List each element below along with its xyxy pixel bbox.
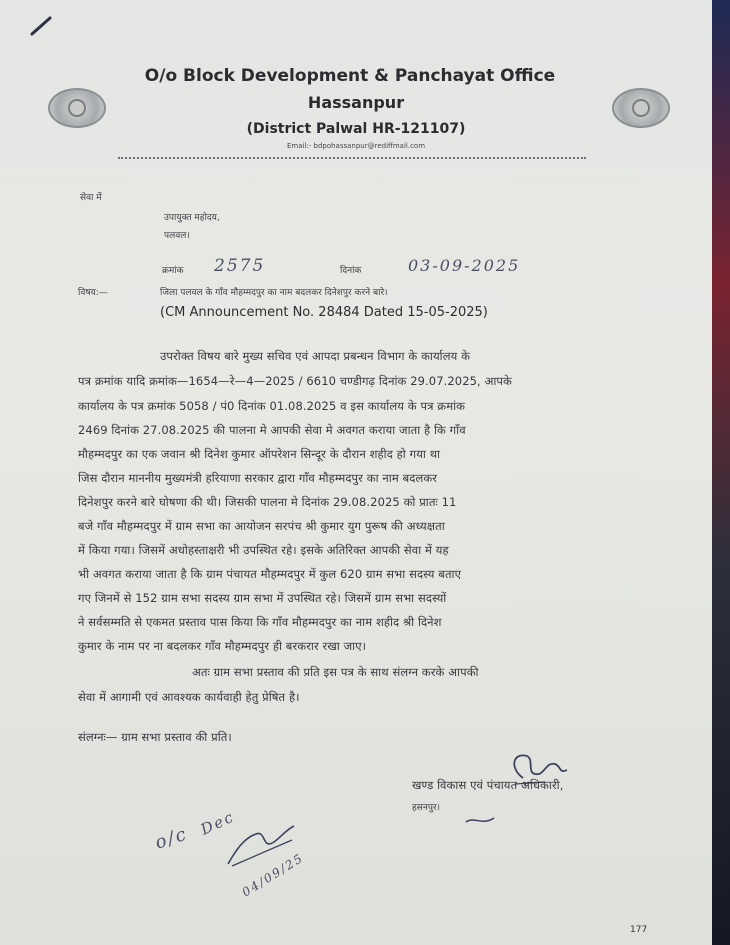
salutation: सेवा में — [80, 193, 102, 203]
subject-label: विषय:— — [78, 288, 108, 298]
body-line: दिनेशपुर करने बारे घोषणा की थी। जिसकी पालना मे दिनांक 29.08.2025 को प्रातः 11 — [78, 495, 457, 509]
background-edge — [712, 0, 730, 945]
annotation-dec: Dec — [197, 807, 238, 839]
body-line: पत्र क्रमांक यादि क्रमांक—1654—रे—4—2025 / 6610 चण्डीगढ़ दिनांक 29.07.2025, आपके — [78, 374, 512, 388]
subject-announcement: (CM Announcement No. 28484 Dated 15-05-2025) — [160, 305, 488, 320]
addressee-line2: पलवल। — [164, 231, 190, 241]
body-line: मौहम्मदपुर का एक जवान श्री दिनेश कुमार ऑपरेशन सिन्दूर के दौरान शहीद हो गया था — [78, 447, 441, 461]
body-line: अतः ग्राम सभा प्रस्ताव की प्रति इस पत्र के साथ संलग्न करके आपकी — [192, 665, 479, 679]
body-line: में किया गया। जिसमें अधोहस्ताक्षरी भी उपस्थित रहे। इसके अतिरिक्त आपकी सेवा में यह — [78, 543, 449, 557]
pen-mark-icon — [30, 14, 54, 36]
body-line: बजे गाँव मौहम्मदपुर में ग्राम सभा का आयोजन सरपंच श्री कुमार युग पुरूष की अध्यक्षता — [78, 519, 445, 533]
body-line: भी अवगत कराया जाता है कि ग्राम पंचायत मौहम्मदपुर में कुल 620 ग्राम सभा सदस्य बताए — [78, 567, 462, 581]
letterhead-office: O/o Block Development & Panchayat Office — [144, 66, 556, 86]
body-line: ने सर्वसम्मति से एकमत प्रस्ताव पास किया कि गाँव मौहम्मदपुर का नाम शहीद श्री दिनेश — [78, 615, 442, 629]
signatory-place: हसनपुर। — [412, 803, 441, 813]
body-line: उपरोक्त विषय बारे मुख्य सचिव एवं आपदा प्रबन्धन विभाग के कार्यालय के — [160, 349, 471, 363]
subject-text: जिला पलवल के गाँव मौहम्मदपुर का नाम बदलकर दिनेशपुर करने बारे। — [160, 288, 388, 298]
body-line: कुमार के नाम पर ना बदलकर गाँव मौहम्मदपुर ही बरकरार रखा जाए। — [78, 639, 367, 653]
body-line: गए जिनमें से 152 ग्राम सभा सदस्य ग्राम सभा में उपस्थित रहे। जिसमें ग्राम सभा सदस्यों — [78, 591, 447, 605]
body-line: 2469 दिनांक 27.08.2025 की पालना मे आपकी सेवा मे अवगत कराया जाता है कि गाँव — [78, 423, 466, 437]
signatory-designation: खण्ड विकास एवं पंचायत अधिकारी, — [412, 778, 564, 792]
annotation-date: 04/09/25 — [239, 850, 307, 900]
reference-date-label: दिनांक — [340, 266, 362, 276]
annotation-oc: o/c — [152, 823, 191, 854]
enclosure-note: संलग्नः— ग्राम सभा प्रस्ताव की प्रति। — [78, 730, 232, 744]
addressee-line1: उपायुक्त महोदय, — [164, 213, 220, 223]
letterhead-district: (District Palwal HR-121107) — [246, 121, 466, 137]
letterhead-divider — [118, 157, 586, 159]
reference-number-label: क्रमांक — [162, 266, 184, 276]
reference-number-value: 2575 — [214, 256, 266, 276]
body-line: सेवा में आगामी एवं आवश्यक कार्यवाही हेतु प्रेषित है। — [78, 690, 300, 704]
letterhead-email: Email:- bdpohassanpur@rediffmail.com — [286, 142, 426, 150]
letterhead-place: Hassanpur — [307, 93, 405, 112]
body-line: कार्यालय के पत्र क्रमांक 5058 / पं0 दिनांक 01.08.2025 व इस कार्यालय के पत्र क्रमांक — [78, 399, 466, 413]
page-number: 177 — [630, 925, 648, 935]
reference-date-value: 03-09-2025 — [408, 256, 521, 275]
initials-mark-icon — [462, 812, 498, 830]
body-line: जिस दौरान माननीय मुख्यमंत्री हरियाणा सरकार द्वारा गाँव मौहम्मदपुर का नाम बदलकर — [78, 471, 438, 485]
